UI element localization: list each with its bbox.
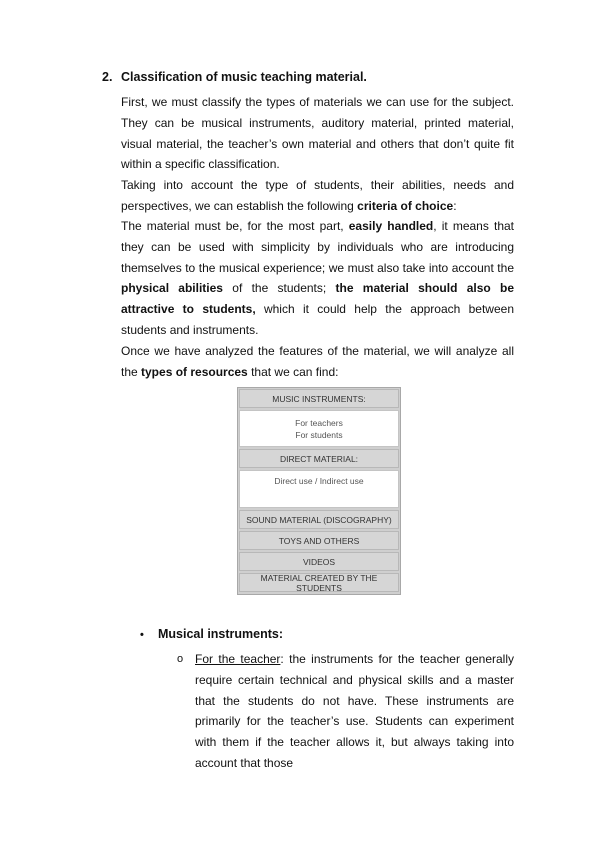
bold-attractive: the material should also be attractive to students, bbox=[121, 281, 514, 317]
bullet-title: Musical instruments: bbox=[158, 627, 284, 641]
table-cell-for-students: For students bbox=[295, 429, 343, 440]
table-row-music-instruments: MUSIC INSTRUMENTS: bbox=[239, 389, 399, 408]
table-row-toys: TOYS AND OTHERS bbox=[239, 531, 399, 550]
bold-physical-abilities: physical abilities bbox=[121, 281, 223, 296]
sub-item-marker: o bbox=[177, 653, 184, 665]
bold-criteria-of-choice: criteria of choice bbox=[357, 198, 454, 213]
text-span: : bbox=[453, 198, 457, 213]
table-row-direct-use bbox=[239, 470, 399, 508]
bold-easily-handled: easily handled bbox=[348, 219, 434, 233]
bold-types-of-resources: types of resources bbox=[141, 364, 248, 379]
bullet-marker: • bbox=[140, 629, 144, 641]
paragraph-classification: First, we must classify the types of materials we can use for the subject. They can be musical instruments, auditory material, printed material, visual material, the teacher’s own material and others that don’t quite fit within a specific classification. bbox=[121, 95, 514, 172]
text-span: Once we have analyzed the features of the material, we will analyze all the bbox=[121, 344, 514, 379]
text-span: that we can find: bbox=[247, 364, 339, 379]
section-heading bbox=[102, 70, 367, 84]
text-span: : the instruments for the teacher generally require certain technical and physical skills and a master that the students do not have. These instruments are primarily for the teacher’s use. Students can experiment with them if the teacher allows it, but always taking into account that those bbox=[195, 652, 514, 770]
resources-table bbox=[237, 387, 401, 595]
bullet-musical-instruments bbox=[140, 627, 283, 641]
text-span: , it means that they can be used with simplicity by individuals who are introducing themselves to the musical experience; we must also take into account the bbox=[121, 219, 514, 275]
table-row-created-by-students: MATERIAL CREATED BY THE STUDENTS bbox=[239, 573, 399, 592]
table-row-videos: VIDEOS bbox=[239, 552, 399, 571]
text-span: which it could help the approach between students and instruments. bbox=[121, 302, 514, 337]
paragraph-resources bbox=[121, 341, 514, 383]
section-title: Classification of music teaching material. bbox=[121, 70, 367, 84]
text-span: The material must be, for the most part, bbox=[121, 219, 349, 233]
table-cell-for-teachers: For teachers bbox=[295, 417, 343, 428]
text-span: of the students; bbox=[223, 281, 336, 296]
table-row-instrument-types bbox=[239, 410, 399, 447]
table-row-sound-material: SOUND MATERIAL (DISCOGRAPHY) bbox=[239, 510, 399, 529]
sub-item-text bbox=[195, 649, 514, 774]
text-span: Taking into account the type of students, their abilities, needs and perspectives, we can establish the following bbox=[121, 178, 514, 213]
underlined-for-the-teacher: For the teacher bbox=[195, 652, 281, 666]
paragraph-criteria bbox=[121, 175, 514, 217]
table-row-direct-material: DIRECT MATERIAL: bbox=[239, 449, 399, 468]
table-cell-direct-use: Direct use / Indirect use bbox=[274, 476, 364, 486]
paragraph-material-requirements bbox=[121, 216, 514, 341]
section-number: 2. bbox=[102, 70, 113, 84]
